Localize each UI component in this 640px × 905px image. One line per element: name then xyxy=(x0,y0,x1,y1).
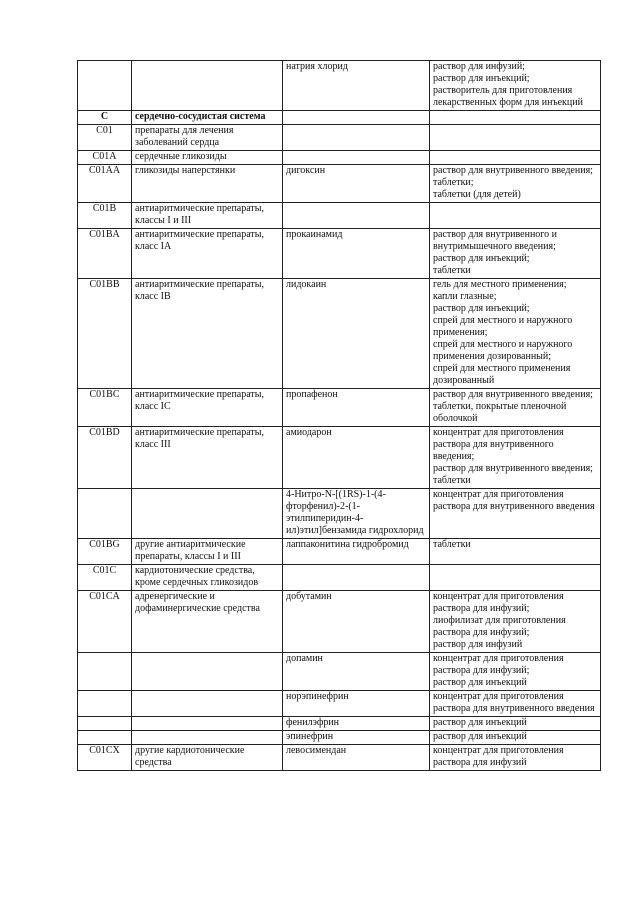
table-row xyxy=(78,229,601,279)
dosage-forms-cell: концентрат для приготовления раствора для инфузий; лиофилизат для приготовления раствора для инфузий; раствор для инфузий xyxy=(430,591,601,653)
table-row xyxy=(78,151,601,165)
atc-code-cell: C01BC xyxy=(78,389,132,427)
table-row xyxy=(78,565,601,591)
table-row xyxy=(78,279,601,389)
dosage-forms-cell: раствор для инфузий; раствор для инъекций; растворитель для приготовления лекарственных форм для инъекций xyxy=(430,61,601,111)
table-row xyxy=(78,427,601,489)
group-name-cell: другие антиаритмические препараты, классы I и III xyxy=(132,539,283,565)
dosage-forms-cell xyxy=(430,111,601,125)
table-row xyxy=(78,203,601,229)
table-row xyxy=(78,125,601,151)
atc-code-cell: C01A xyxy=(78,151,132,165)
dosage-forms-cell: концентрат для приготовления раствора для внутривенного введения xyxy=(430,489,601,539)
group-name-cell: антиаритмические препараты, класс III xyxy=(132,427,283,489)
substance-cell xyxy=(283,111,430,125)
substance-cell xyxy=(283,125,430,151)
group-name-cell xyxy=(132,653,283,691)
table-row xyxy=(78,653,601,691)
atc-code-cell: C01BD xyxy=(78,427,132,489)
substance-cell: норэпинефрин xyxy=(283,691,430,717)
atc-code-cell: C01C xyxy=(78,565,132,591)
substance-cell: лаппаконитина гидробромид xyxy=(283,539,430,565)
drug-table xyxy=(77,60,601,771)
table-row xyxy=(78,539,601,565)
substance-cell: натрия хлорид xyxy=(283,61,430,111)
substance-cell: амиодарон xyxy=(283,427,430,489)
table-row xyxy=(78,165,601,203)
group-name-cell xyxy=(132,61,283,111)
substance-cell xyxy=(283,203,430,229)
dosage-forms-cell: концентрат для приготовления раствора для инфузий xyxy=(430,745,601,771)
atc-code-cell xyxy=(78,61,132,111)
group-name-cell: сердечные гликозиды xyxy=(132,151,283,165)
atc-code-cell: C01B xyxy=(78,203,132,229)
dosage-forms-cell: раствор для внутривенного введения; таблетки; таблетки (для детей) xyxy=(430,165,601,203)
dosage-forms-cell: таблетки xyxy=(430,539,601,565)
group-name-cell xyxy=(132,731,283,745)
substance-cell: эпинефрин xyxy=(283,731,430,745)
group-name-cell: адренергические и дофаминергические средства xyxy=(132,591,283,653)
atc-code-cell: C01CX xyxy=(78,745,132,771)
table-row xyxy=(78,489,601,539)
group-name-cell: антиаритмические препараты, класс IC xyxy=(132,389,283,427)
substance-cell: добутамин xyxy=(283,591,430,653)
table-row xyxy=(78,389,601,427)
dosage-forms-cell: раствор для внутривенного и внутримышечного введения; раствор для инъекций; таблетки xyxy=(430,229,601,279)
table-row xyxy=(78,745,601,771)
atc-code-cell xyxy=(78,653,132,691)
group-name-cell: кардиотонические средства, кроме сердечных гликозидов xyxy=(132,565,283,591)
atc-code-cell: C01AA xyxy=(78,165,132,203)
atc-code-cell xyxy=(78,717,132,731)
dosage-forms-cell: концентрат для приготовления раствора для инфузий; раствор для инъекций xyxy=(430,653,601,691)
dosage-forms-cell xyxy=(430,203,601,229)
atc-code-cell: C01BG xyxy=(78,539,132,565)
group-name-cell xyxy=(132,489,283,539)
substance-cell: пропафенон xyxy=(283,389,430,427)
atc-code-cell xyxy=(78,489,132,539)
group-name-cell: антиаритмические препараты, класс IA xyxy=(132,229,283,279)
atc-code-cell: C01BB xyxy=(78,279,132,389)
dosage-forms-cell xyxy=(430,125,601,151)
substance-cell: лидокаин xyxy=(283,279,430,389)
table-row xyxy=(78,61,601,111)
substance-cell xyxy=(283,151,430,165)
dosage-forms-cell: гель для местного применения; капли глазные; раствор для инъекций; спрей для местного и наружного применения; спрей для местного и наружного применения дозированный; спрей для местного применения дозированный xyxy=(430,279,601,389)
atc-code-cell xyxy=(78,691,132,717)
group-name-cell xyxy=(132,717,283,731)
atc-code-cell: C01 xyxy=(78,125,132,151)
atc-code-cell: C01BA xyxy=(78,229,132,279)
dosage-forms-cell xyxy=(430,151,601,165)
group-name-cell: препараты для лечения заболеваний сердца xyxy=(132,125,283,151)
dosage-forms-cell: раствор для внутривенного введения; таблетки, покрытые пленочной оболочкой xyxy=(430,389,601,427)
group-name-cell: антиаритмические препараты, класс IB xyxy=(132,279,283,389)
group-name-cell: другие кардиотонические средства xyxy=(132,745,283,771)
group-name-cell xyxy=(132,691,283,717)
substance-cell: фенилэфрин xyxy=(283,717,430,731)
substance-cell: прокаинамид xyxy=(283,229,430,279)
group-name-cell: сердечно-сосудистая система xyxy=(132,111,283,125)
dosage-forms-cell xyxy=(430,565,601,591)
dosage-forms-cell: раствор для инъекций xyxy=(430,731,601,745)
table-row xyxy=(78,691,601,717)
substance-cell: 4-Нитро-N-[(1RS)-1-(4-фторфенил)-2-(1-этилпиперидин-4-ил)этил]бензамида гидрохлорид xyxy=(283,489,430,539)
dosage-forms-cell: концентрат для приготовления раствора для внутривенного введения xyxy=(430,691,601,717)
table-row xyxy=(78,731,601,745)
table-row xyxy=(78,591,601,653)
atc-code-cell xyxy=(78,731,132,745)
substance-cell xyxy=(283,565,430,591)
substance-cell: левосимендан xyxy=(283,745,430,771)
table-row xyxy=(78,111,601,125)
substance-cell: дигоксин xyxy=(283,165,430,203)
dosage-forms-cell: раствор для инъекций xyxy=(430,717,601,731)
table-row xyxy=(78,717,601,731)
substance-cell: допамин xyxy=(283,653,430,691)
atc-code-cell: C xyxy=(78,111,132,125)
dosage-forms-cell: концентрат для приготовления раствора для внутривенного введения; раствор для внутривенного введения; таблетки xyxy=(430,427,601,489)
group-name-cell: антиаритмические препараты, классы I и III xyxy=(132,203,283,229)
group-name-cell: гликозиды наперстянки xyxy=(132,165,283,203)
atc-code-cell: C01CA xyxy=(78,591,132,653)
document-page xyxy=(77,60,600,771)
